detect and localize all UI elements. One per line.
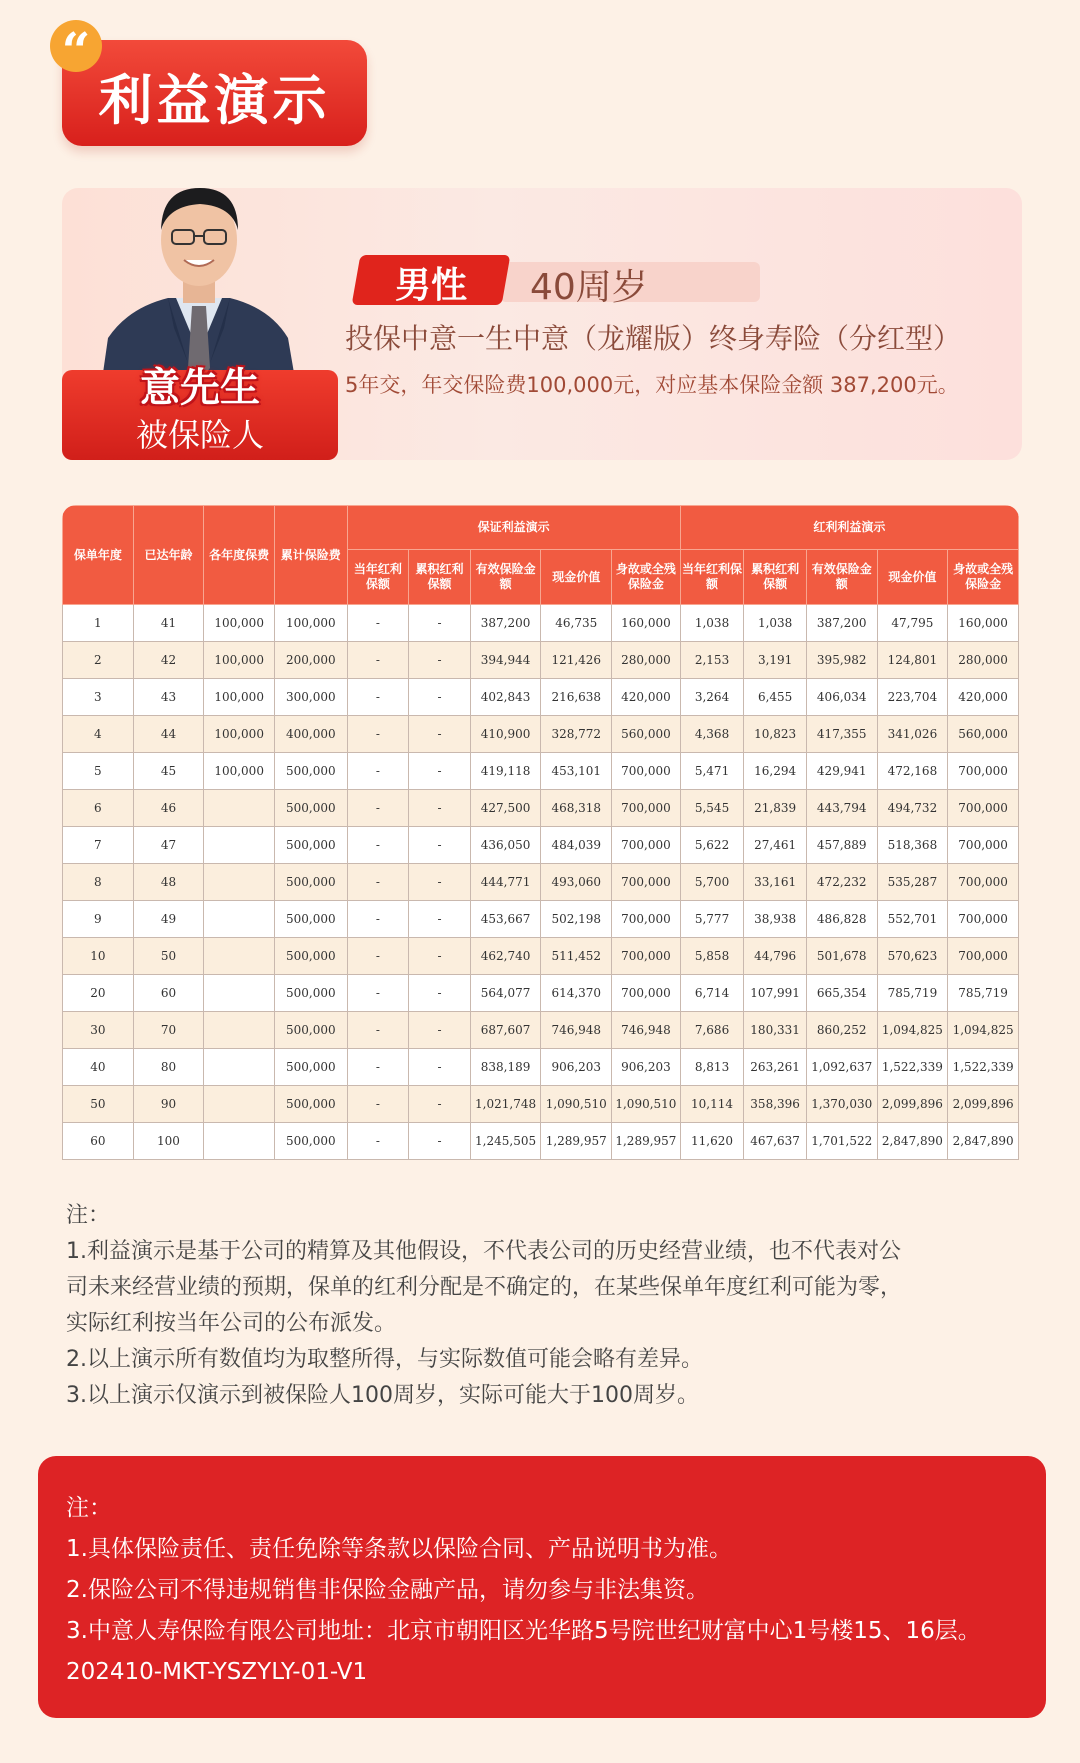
table-cell: - <box>347 901 409 938</box>
table-cell: 124,801 <box>877 642 948 679</box>
table-row <box>63 605 1019 642</box>
table-cell: 700,000 <box>948 790 1019 827</box>
table-cell: 436,050 <box>470 827 541 864</box>
table-cell: 1,021,748 <box>470 1086 541 1123</box>
table-cell: 906,203 <box>612 1049 681 1086</box>
table-cell: 27,461 <box>744 827 807 864</box>
table-cell: 6 <box>63 790 134 827</box>
table-cell: 427,500 <box>470 790 541 827</box>
table-cell: 500,000 <box>274 938 347 975</box>
table-cell: 300,000 <box>274 679 347 716</box>
table-cell <box>204 790 275 827</box>
table-row <box>63 975 1019 1012</box>
table-cell: 535,287 <box>877 864 948 901</box>
table-cell: 906,203 <box>541 1049 612 1086</box>
table-cell: 160,000 <box>948 605 1019 642</box>
table-cell: 43 <box>133 679 204 716</box>
table-cell: 1,522,339 <box>948 1049 1019 1086</box>
table-cell: 8,813 <box>680 1049 744 1086</box>
page-title: 利益演示 <box>98 69 331 132</box>
table-cell: 45 <box>133 753 204 790</box>
table-cell: 560,000 <box>948 716 1019 753</box>
table-cell: 48 <box>133 864 204 901</box>
table-cell <box>204 1123 275 1160</box>
table-cell: 280,000 <box>612 642 681 679</box>
table-cell: - <box>347 753 409 790</box>
table-cell: 493,060 <box>541 864 612 901</box>
age-label: 40周岁 <box>530 267 648 308</box>
table-cell: 1,289,957 <box>541 1123 612 1160</box>
table-cell: 453,101 <box>541 753 612 790</box>
table-cell: 10,823 <box>744 716 807 753</box>
table-cell: - <box>347 1049 409 1086</box>
notes-line: 司未来经营业绩的预期，保单的红利分配是不确定的，在某些保单年度红利可能为零， <box>66 1275 903 1300</box>
table-cell: 500,000 <box>274 1086 347 1123</box>
col-policy-year: 保单年度 <box>63 506 134 605</box>
notes-heading: 注： <box>66 1203 111 1228</box>
col-d-cur-bonus: 当年红利保额 <box>680 550 744 605</box>
table-cell: 223,704 <box>877 679 948 716</box>
table-row <box>63 753 1019 790</box>
table-cell: 1,289,957 <box>612 1123 681 1160</box>
table-cell: 47 <box>133 827 204 864</box>
table-cell: 80 <box>133 1049 204 1086</box>
table-cell: 687,607 <box>470 1012 541 1049</box>
table-cell: 500,000 <box>274 1123 347 1160</box>
table-cell: 2,847,890 <box>948 1123 1019 1160</box>
table-cell: - <box>409 679 471 716</box>
legal-line: 3.中意人寿保险有限公司地址：北京市朝阳区光华路5号院世纪财富中心1号楼15、16层。 <box>66 1618 981 1644</box>
table-cell: 5,858 <box>680 938 744 975</box>
table-cell: 47,795 <box>877 605 948 642</box>
table-cell: 60 <box>133 975 204 1012</box>
table-cell: 394,944 <box>470 642 541 679</box>
product-name: 投保中意一生中意（龙耀版）终身寿险（分红型） <box>345 322 962 355</box>
table-cell: 33,161 <box>744 864 807 901</box>
table-cell: 46 <box>133 790 204 827</box>
table-cell: - <box>347 605 409 642</box>
table-cell: 2 <box>63 642 134 679</box>
table-cell: 410,900 <box>470 716 541 753</box>
legal-section <box>66 1488 1036 1693</box>
table-cell: 484,039 <box>541 827 612 864</box>
table-cell: - <box>409 605 471 642</box>
table-cell <box>204 975 275 1012</box>
table-row <box>63 716 1019 753</box>
table-cell: - <box>347 864 409 901</box>
table-cell: 11,620 <box>680 1123 744 1160</box>
col-g-death: 身故或全残保险金 <box>612 550 681 605</box>
table-cell: 70 <box>133 1012 204 1049</box>
table-cell: 387,200 <box>470 605 541 642</box>
table-cell: 419,118 <box>470 753 541 790</box>
table-cell: 746,948 <box>541 1012 612 1049</box>
table-cell: 2,099,896 <box>948 1086 1019 1123</box>
table-cell: - <box>347 938 409 975</box>
col-age: 已达年龄 <box>133 506 204 605</box>
table-row <box>63 864 1019 901</box>
table-cell: 20 <box>63 975 134 1012</box>
table-cell: - <box>347 716 409 753</box>
table-cell: 700,000 <box>948 827 1019 864</box>
table-cell: 3 <box>63 679 134 716</box>
table-cell: 500,000 <box>274 975 347 1012</box>
table-cell: - <box>347 642 409 679</box>
col-cumulative-premium: 累计保险费 <box>274 506 347 605</box>
table-cell: - <box>409 1049 471 1086</box>
table-cell: 5,700 <box>680 864 744 901</box>
table-cell: 2,847,890 <box>877 1123 948 1160</box>
table-cell: 443,794 <box>806 790 877 827</box>
table-cell: 50 <box>133 938 204 975</box>
table-cell: 5 <box>63 753 134 790</box>
table-cell: 38,938 <box>744 901 807 938</box>
notes-line: 3.以上演示仅演示到被保险人100周岁，实际可能大于100周岁。 <box>66 1383 699 1408</box>
table-cell: 502,198 <box>541 901 612 938</box>
table-cell: - <box>409 1123 471 1160</box>
table-cell: 700,000 <box>948 938 1019 975</box>
table-cell: 1,701,522 <box>806 1123 877 1160</box>
table-cell: - <box>347 1123 409 1160</box>
table-cell: 860,252 <box>806 1012 877 1049</box>
table-cell: 453,667 <box>470 901 541 938</box>
table-cell: 10,114 <box>680 1086 744 1123</box>
table-cell: 3,191 <box>744 642 807 679</box>
table-cell: 700,000 <box>948 864 1019 901</box>
table-cell: 444,771 <box>470 864 541 901</box>
table-cell: - <box>409 827 471 864</box>
table-cell: - <box>409 938 471 975</box>
table-cell: 40 <box>63 1049 134 1086</box>
table-row <box>63 1123 1019 1160</box>
table-cell: 700,000 <box>612 753 681 790</box>
table-cell: - <box>347 1012 409 1049</box>
table-cell: 500,000 <box>274 901 347 938</box>
table-cell: - <box>409 864 471 901</box>
table-cell: - <box>409 753 471 790</box>
table-row <box>63 827 1019 864</box>
table-cell: 44,796 <box>744 938 807 975</box>
notes-line: 2.以上演示所有数值均为取整所得，与实际数值可能会略有差异。 <box>66 1347 703 1372</box>
table-cell: 280,000 <box>948 642 1019 679</box>
table-cell: 402,843 <box>470 679 541 716</box>
table-cell: 1,092,637 <box>806 1049 877 1086</box>
table-cell: 49 <box>133 901 204 938</box>
table-cell: 570,623 <box>877 938 948 975</box>
table-body <box>63 605 1019 1160</box>
col-g-cum-bonus: 累积红利保额 <box>409 550 471 605</box>
table-cell <box>204 901 275 938</box>
table-cell: 406,034 <box>806 679 877 716</box>
table-cell: 700,000 <box>612 901 681 938</box>
table-cell: 100,000 <box>204 605 275 642</box>
table-cell: 1,038 <box>680 605 744 642</box>
table-cell: 1 <box>63 605 134 642</box>
table-cell: - <box>409 642 471 679</box>
table-cell: 2,153 <box>680 642 744 679</box>
table-cell <box>204 864 275 901</box>
table-cell: 100 <box>133 1123 204 1160</box>
table-cell: - <box>409 1086 471 1123</box>
col-g-effective: 有效保险金额 <box>470 550 541 605</box>
insured-role: 被保险人 <box>135 416 264 454</box>
table-row <box>63 1012 1019 1049</box>
col-d-effective: 有效保险金额 <box>806 550 877 605</box>
gender-label: 男性 <box>394 265 467 306</box>
table-cell <box>204 1012 275 1049</box>
table-cell: 121,426 <box>541 642 612 679</box>
table-row <box>63 790 1019 827</box>
table-cell: 700,000 <box>612 938 681 975</box>
table-cell: 160,000 <box>612 605 681 642</box>
group-dividend: 红利利益演示 <box>680 506 1018 550</box>
col-annual-premium: 各年度保费 <box>204 506 275 605</box>
table-cell: 100,000 <box>204 716 275 753</box>
table-cell: 665,354 <box>806 975 877 1012</box>
table-cell: 180,331 <box>744 1012 807 1049</box>
table-cell: 417,355 <box>806 716 877 753</box>
table-cell: 5,545 <box>680 790 744 827</box>
table-cell: 500,000 <box>274 1049 347 1086</box>
legal-line: 2.保险公司不得违规销售非保险金融产品，请勿参与非法集资。 <box>66 1577 709 1603</box>
table-cell: 10 <box>63 938 134 975</box>
table-cell: 30 <box>63 1012 134 1049</box>
table-cell: 387,200 <box>806 605 877 642</box>
title-badge <box>62 40 367 146</box>
insured-name: 意先生 <box>140 365 260 411</box>
table-cell: 41 <box>133 605 204 642</box>
table-cell: 44 <box>133 716 204 753</box>
table-cell: 429,941 <box>806 753 877 790</box>
table-cell: 100,000 <box>204 753 275 790</box>
table-cell: 420,000 <box>948 679 1019 716</box>
table-cell: 1,090,510 <box>541 1086 612 1123</box>
quote-icon: “ <box>50 20 102 72</box>
table-cell: 8 <box>63 864 134 901</box>
table-cell: 50 <box>63 1086 134 1123</box>
table-cell: 1,094,825 <box>877 1012 948 1049</box>
table-cell: 501,678 <box>806 938 877 975</box>
group-guaranteed: 保证利益演示 <box>347 506 680 550</box>
table-cell: 400,000 <box>274 716 347 753</box>
table-cell: 100,000 <box>204 642 275 679</box>
table-cell: 420,000 <box>612 679 681 716</box>
table-cell: 2,099,896 <box>877 1086 948 1123</box>
table-cell: 462,740 <box>470 938 541 975</box>
table-cell: 358,396 <box>744 1086 807 1123</box>
table-cell: 3,264 <box>680 679 744 716</box>
table-cell: - <box>347 1086 409 1123</box>
table-cell: 500,000 <box>274 753 347 790</box>
table-cell: - <box>409 901 471 938</box>
table-cell: 472,168 <box>877 753 948 790</box>
table-cell: 46,735 <box>541 605 612 642</box>
table-cell: 42 <box>133 642 204 679</box>
table-cell: 486,828 <box>806 901 877 938</box>
table-cell: - <box>347 679 409 716</box>
table-cell: 614,370 <box>541 975 612 1012</box>
table-cell: - <box>409 790 471 827</box>
legal-line: 1.具体保险责任、责任免除等条款以保险合同、产品说明书为准。 <box>66 1536 732 1562</box>
table-cell: 4 <box>63 716 134 753</box>
col-g-cur-bonus: 当年红利保额 <box>347 550 409 605</box>
premium-line: 5年交，年交保险费100,000元，对应基本保险金额 387,200元。 <box>345 373 959 397</box>
table-cell: 467,637 <box>744 1123 807 1160</box>
table-cell: 5,471 <box>680 753 744 790</box>
col-d-cum-bonus: 累积红利保额 <box>744 550 807 605</box>
table-cell: 518,368 <box>877 827 948 864</box>
table-row <box>63 642 1019 679</box>
table-cell <box>204 827 275 864</box>
table-cell: 785,719 <box>877 975 948 1012</box>
table-cell: 1,094,825 <box>948 1012 1019 1049</box>
table-cell: 216,638 <box>541 679 612 716</box>
table-cell: 100,000 <box>204 679 275 716</box>
benefit-table <box>62 505 1019 1160</box>
table-cell: 6,714 <box>680 975 744 1012</box>
table-cell: 560,000 <box>612 716 681 753</box>
table-cell: - <box>347 975 409 1012</box>
table-cell: 1,038 <box>744 605 807 642</box>
col-d-cash: 现金价值 <box>877 550 948 605</box>
table-cell <box>204 1049 275 1086</box>
col-d-death: 身故或全残保险金 <box>948 550 1019 605</box>
legal-heading: 注： <box>66 1495 112 1521</box>
table-cell: 328,772 <box>541 716 612 753</box>
table-cell: - <box>347 790 409 827</box>
table-cell: 1,522,339 <box>877 1049 948 1086</box>
notes-line: 1.利益演示是基于公司的精算及其他假设，不代表公司的历史经营业绩，也不代表对公 <box>66 1239 901 1264</box>
table-cell: 746,948 <box>612 1012 681 1049</box>
table-cell: 500,000 <box>274 790 347 827</box>
table-cell: 1,090,510 <box>612 1086 681 1123</box>
table-cell: 472,232 <box>806 864 877 901</box>
table-cell: 7 <box>63 827 134 864</box>
table-cell: 1,245,505 <box>470 1123 541 1160</box>
table-cell <box>204 938 275 975</box>
table-cell: 9 <box>63 901 134 938</box>
table-cell: 7,686 <box>680 1012 744 1049</box>
table-cell: - <box>409 975 471 1012</box>
table-cell <box>204 1086 275 1123</box>
table-cell: - <box>409 1012 471 1049</box>
table-cell: 5,777 <box>680 901 744 938</box>
col-g-cash: 现金价值 <box>541 550 612 605</box>
table-cell: 21,839 <box>744 790 807 827</box>
table-cell: - <box>347 827 409 864</box>
table-cell: 511,452 <box>541 938 612 975</box>
table-cell: 552,701 <box>877 901 948 938</box>
notes-section <box>66 1198 1026 1414</box>
table-cell: 90 <box>133 1086 204 1123</box>
table-cell: 564,077 <box>470 975 541 1012</box>
table-cell: 60 <box>63 1123 134 1160</box>
table-cell: - <box>409 716 471 753</box>
table-cell: 785,719 <box>948 975 1019 1012</box>
legal-code: 202410-MKT-YSZYLY-01-V1 <box>66 1659 368 1685</box>
table-row <box>63 938 1019 975</box>
table-cell: 5,622 <box>680 827 744 864</box>
table-cell: 494,732 <box>877 790 948 827</box>
table-cell: 457,889 <box>806 827 877 864</box>
table-cell: 838,189 <box>470 1049 541 1086</box>
table-cell: 16,294 <box>744 753 807 790</box>
notes-line: 实际红利按当年公司的公布派发。 <box>66 1311 397 1336</box>
table-cell: 1,370,030 <box>806 1086 877 1123</box>
table-cell: 6,455 <box>744 679 807 716</box>
benefit-table-wrap <box>62 505 1019 1160</box>
table-cell: 700,000 <box>948 901 1019 938</box>
table-row <box>63 1049 1019 1086</box>
table-cell: 500,000 <box>274 827 347 864</box>
table-cell: 700,000 <box>612 827 681 864</box>
table-cell: 200,000 <box>274 642 347 679</box>
table-cell: 395,982 <box>806 642 877 679</box>
table-cell: 4,368 <box>680 716 744 753</box>
table-cell: 100,000 <box>274 605 347 642</box>
table-cell: 500,000 <box>274 1012 347 1049</box>
table-row <box>63 1086 1019 1123</box>
table-cell: 107,991 <box>744 975 807 1012</box>
table-cell: 500,000 <box>274 864 347 901</box>
table-row <box>63 901 1019 938</box>
table-cell: 700,000 <box>612 790 681 827</box>
table-cell: 468,318 <box>541 790 612 827</box>
table-cell: 263,261 <box>744 1049 807 1086</box>
table-cell: 700,000 <box>612 864 681 901</box>
table-cell: 700,000 <box>948 753 1019 790</box>
table-cell: 700,000 <box>612 975 681 1012</box>
table-cell: 341,026 <box>877 716 948 753</box>
table-row <box>63 679 1019 716</box>
